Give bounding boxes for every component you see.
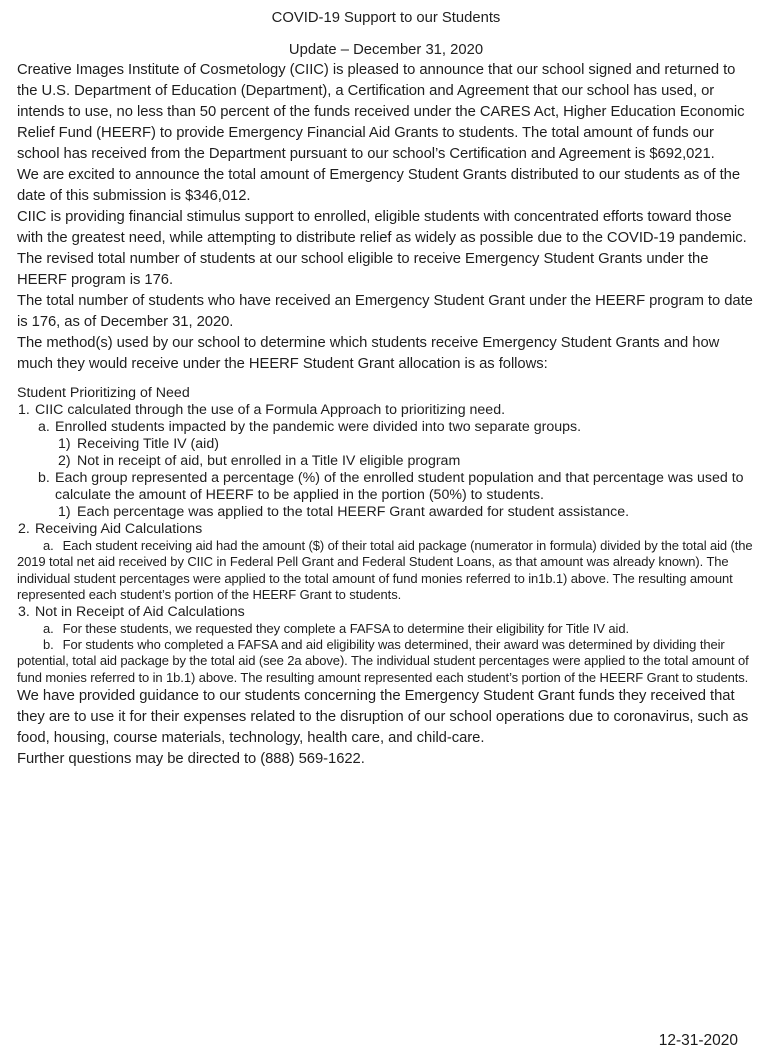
- list-item-marker: b.: [38, 470, 50, 486]
- paragraph-eligible-students: CIIC is providing financial stimulus support to enrolled, eligible students with concentrated efforts toward those with the greatest need, while attempting to distribute relief as widely as possible due to the COVID-19 pandemic. The revised total number of students at our school eligible to receive Emergency Student Grants under the HEERF program is 176.: [17, 209, 747, 288]
- list-item-text: Receiving Title IV (aid): [77, 436, 219, 452]
- list-item-text: Enrolled students impacted by the pandemic were divided into two separate groups.: [55, 419, 582, 435]
- list-item: [17, 436, 755, 453]
- list-item-marker: 1.: [18, 402, 30, 418]
- list-item: [17, 621, 755, 637]
- method-list: [17, 385, 755, 686]
- list-item: [17, 538, 755, 604]
- page-subtitle: Update – December 31, 2020: [288, 42, 484, 58]
- paragraph-grants-distributed: We are excited to announce the total amount of Emergency Student Grants distributed to our students as of the date of this submission is $346,012.: [17, 167, 741, 204]
- paragraph-methods-intro: The method(s) used by our school to determine which students receive Emergency Student Grants and how much they would receive under the HEERF Student Grant allocation is as follows:: [17, 335, 720, 372]
- footer-date: 12-31-2020: [658, 1032, 738, 1049]
- list-item-marker: 2.: [18, 521, 30, 537]
- list-item-marker: 2): [58, 453, 71, 469]
- list-item-marker: a.: [43, 620, 54, 636]
- paragraph-contact: Further questions may be directed to (888) 569-1622.: [17, 751, 365, 768]
- list-item: [17, 637, 755, 686]
- list-item-marker: 3.: [18, 603, 30, 620]
- paragraph-certification-agreement: Creative Images Institute of Cosmetology (CIIC) is pleased to announce that our school signed and returned to the U.S. Department of Education (Department), a Certification and Agreement that our school has used, or intends to use, no less than 50 percent of the funds received under the CARES Act, Higher Education Economic Relief Fund (HEERF) to provide Emergency Financial Aid Grants to students. The total amount of funds our school has received from the Department pursuant to our school’s Certification and Agreement is $692,021.: [17, 62, 745, 162]
- list-item-text: Each student receiving aid had the amount ($) of their total aid package (numerator in formula) divided by the total aid (the 2019 total net aid received by CIIC in Federal Pell Grant and Federal Student Loans, as that amount was already known). The individual student percentages were applied to the total amount of fund monies referred to in1b.1) above. The resulting amount represented each student’s portion of the HEERF Grant to students.: [17, 538, 753, 603]
- list-item-text: For these students, we requested they complete a FAFSA to determine their eligibility for Title IV aid.: [62, 620, 629, 636]
- list-item-marker: 1): [58, 436, 71, 452]
- paragraph-students-received: The total number of students who have received an Emergency Student Grant under the HEERF program to date is 176, as of December 31, 2020.: [17, 293, 753, 330]
- list-item: [17, 604, 755, 621]
- list-item-text: CIIC calculated through the use of a Formula Approach to prioritizing need.: [35, 402, 506, 418]
- page-title: COVID-19 Support to our Students: [271, 10, 501, 26]
- list-item-text: Not in receipt of aid, but enrolled in a Title IV eligible program: [77, 453, 461, 469]
- list-item: [17, 521, 755, 538]
- list-item-marker: a.: [43, 538, 54, 553]
- list-item-text: Receiving Aid Calculations: [35, 521, 203, 537]
- list-item-text: Not in Receipt of Aid Calculations: [35, 603, 245, 620]
- list-item: [17, 402, 755, 419]
- list-item-text: Each group represented a percentage (%) of the enrolled student population and that percentage was used to calculate the amount of HEERF to be applied in the portion (50%) to students.: [55, 470, 744, 503]
- list-item-text: Each percentage was applied to the total HEERF Grant awarded for student assistance.: [77, 504, 630, 520]
- list-item: [17, 453, 755, 470]
- list-item-marker: a.: [38, 419, 50, 435]
- list-item: [17, 504, 755, 521]
- paragraph-guidance: We have provided guidance to our students concerning the Emergency Student Grant funds they received that they are to use it for their expenses related to the disruption of our school operations due to coronavirus, such as food, housing, course materials, technology, health care, and child-care.: [17, 688, 749, 747]
- list-item-marker: 1): [58, 504, 71, 520]
- list-item-marker: b.: [43, 637, 54, 653]
- list-item-text: For students who completed a FAFSA and aid eligibility was determined, their award was determined by dividing their potential, total aid package by the total aid (see 2a above). The individual student percentages were applied to the total amount of fund monies referred to in 1b.1) above. The resulting amount represented each student’s portion of the HEERF Grant to students.: [17, 637, 749, 685]
- method-list-heading: Student Prioritizing of Need: [17, 385, 190, 401]
- list-item: [17, 419, 755, 436]
- list-item: [17, 470, 755, 504]
